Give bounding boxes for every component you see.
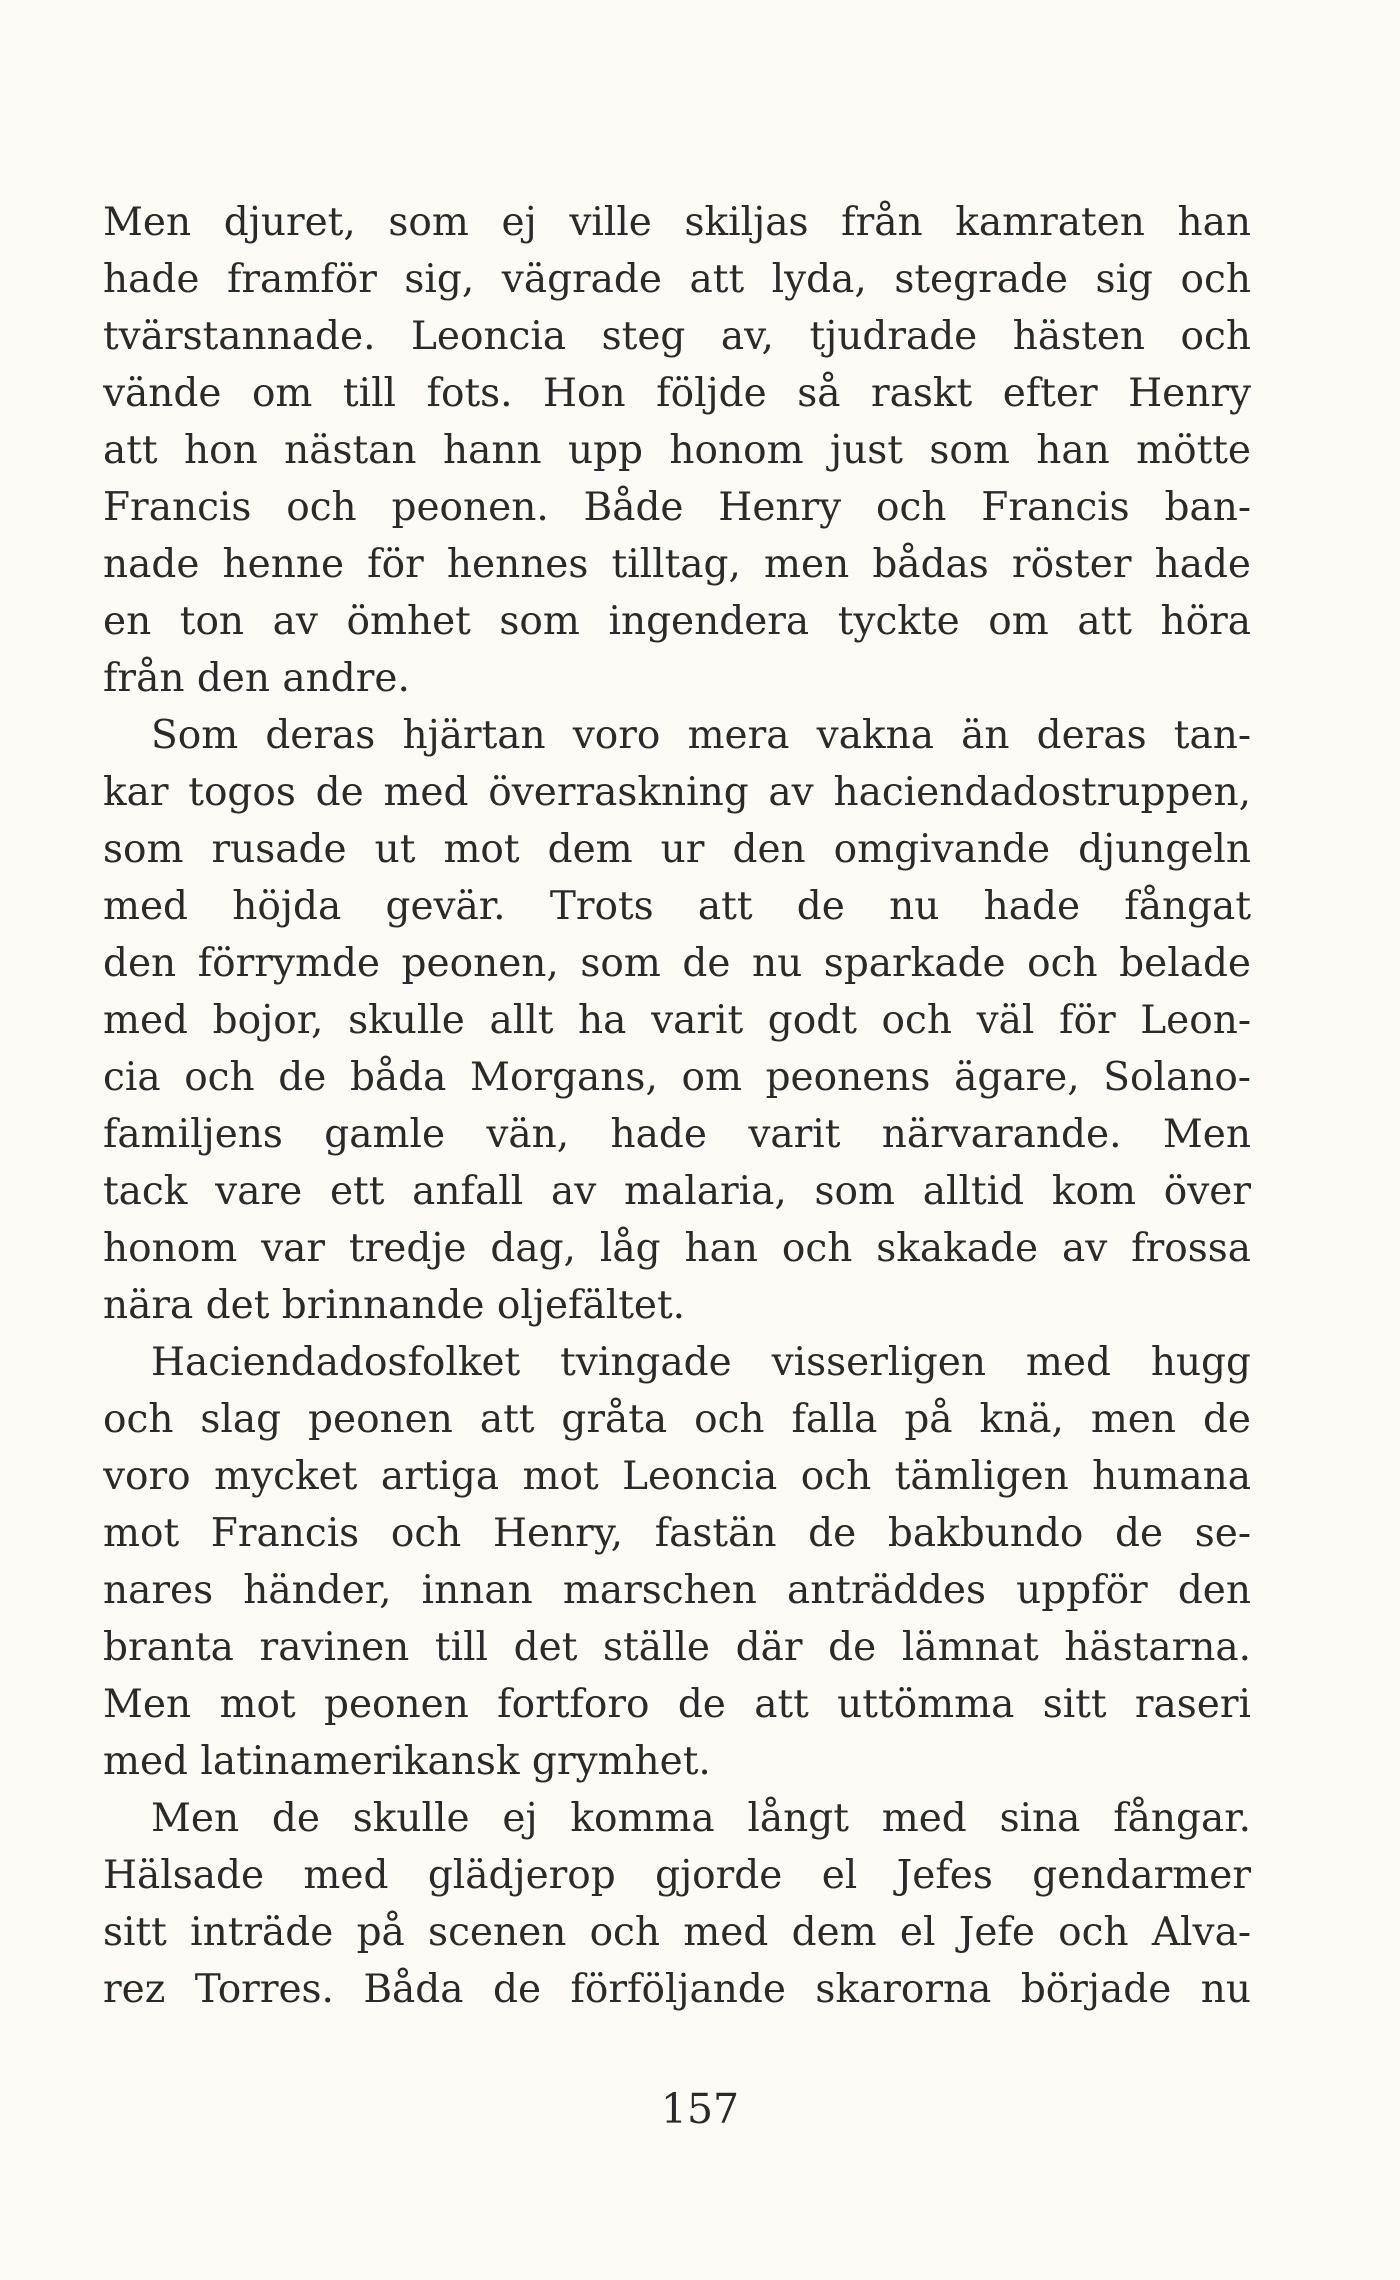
text-line: rez Torres. Båda de förföljande skarorna började nu <box>103 1967 1251 2012</box>
text-line: Men mot peonen fortforo de att uttömma sitt raseri <box>103 1682 1251 1727</box>
text-line: med höjda gevär. Trots att de nu hade fångat <box>103 884 1251 929</box>
text-line: hade framför sig, vägrade att lyda, stegrade sig och <box>103 257 1251 302</box>
text-line: Men de skulle ej komma långt med sina fångar. <box>151 1796 1251 1841</box>
text-line: kar togos de med överraskning av haciendadostruppen, <box>103 770 1251 815</box>
paragraph <box>103 1334 1251 1790</box>
text-line: Francis och peonen. Både Henry och Francis ban- <box>103 485 1251 530</box>
text-line: tack vare ett anfall av malaria, som alltid kom över <box>103 1169 1251 1214</box>
text-line: och slag peonen att gråta och falla på knä, men de <box>103 1397 1251 1442</box>
text-line: voro mycket artiga mot Leoncia och tämligen humana <box>103 1454 1251 1499</box>
paragraph <box>103 707 1251 1334</box>
text-line: med latinamerikansk grymhet. <box>103 1739 711 1784</box>
paragraph <box>103 1790 1251 2018</box>
text-line: branta ravinen till det ställe där de lämnat hästarna. <box>103 1625 1251 1670</box>
text-line: tvärstannade. Leoncia steg av, tjudrade hästen och <box>103 314 1251 359</box>
text-line: cia och de båda Morgans, om peonens ägare, Solano- <box>103 1055 1251 1100</box>
text-line: familjens gamle vän, hade varit närvarande. Men <box>103 1112 1251 1157</box>
text-line: Men djuret, som ej ville skiljas från kamraten han <box>103 200 1251 245</box>
text-line: sitt inträde på scenen och med dem el Jefe och Alva- <box>103 1910 1251 1955</box>
text-line: från den andre. <box>103 656 410 701</box>
text-line: en ton av ömhet som ingendera tyckte om att höra <box>103 599 1251 644</box>
body-text <box>103 194 1251 2018</box>
text-line: nares händer, innan marschen anträddes uppför den <box>103 1568 1251 1613</box>
text-line: som rusade ut mot dem ur den omgivande djungeln <box>103 827 1251 872</box>
paragraph <box>103 194 1251 707</box>
text-line: honom var tredje dag, låg han och skakade av frossa <box>103 1226 1251 1271</box>
text-line: Haciendadosfolket tvingade visserligen med hugg <box>151 1340 1251 1385</box>
text-line: vände om till fots. Hon följde så raskt efter Henry <box>103 371 1251 416</box>
text-line: med bojor, skulle allt ha varit godt och väl för Leon- <box>103 998 1251 1043</box>
text-line: Hälsade med glädjerop gjorde el Jefes gendarmer <box>103 1853 1251 1898</box>
text-line: den förrymde peonen, som de nu sparkade och belade <box>103 941 1251 986</box>
text-line: mot Francis och Henry, fastän de bakbundo de se- <box>103 1511 1251 1556</box>
text-line: nära det brinnande oljefältet. <box>103 1283 686 1328</box>
text-line: nade henne för hennes tilltag, men bådas röster hade <box>103 542 1251 587</box>
page-number: 157 <box>660 2085 740 2133</box>
text-line: att hon nästan hann upp honom just som han mötte <box>103 428 1251 473</box>
text-line: Som deras hjärtan voro mera vakna än deras tan- <box>151 713 1251 758</box>
